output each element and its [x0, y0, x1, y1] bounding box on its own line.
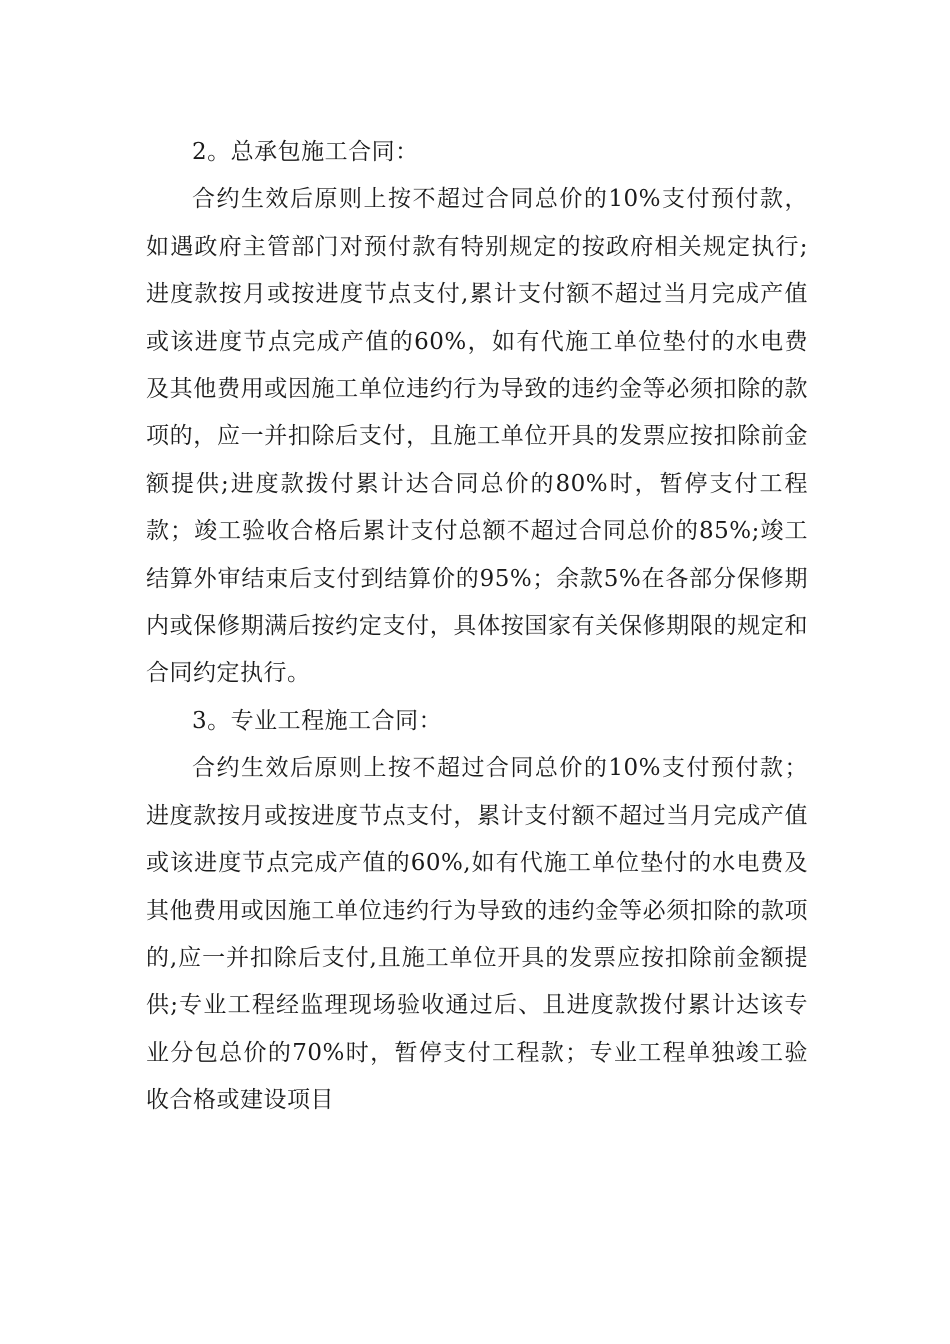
section-paragraph-specialty-contract: 合约生效后原则上按不超过合同总价的10%支付预付款；进度款按月或按进度节点支付，累计支付额不超过当月完成产值或该进度节点完成产值的60%,如有代施工单位垫付的水电费及其他费用或因施工单位违约行为导致的违约金等必须扣除的款项的,应一并扣除后支付,且施工单位开具的发票应按扣除前金额提供;专业工程经监理现场验收通过后、且进度款拨付累计达该专业分包总价的70%时，暂停支付工程款；专业工程单独竣工验收合格或建设项目 — [146, 755, 808, 1114]
section-heading-general-contract: 2。总承包施工合同： — [192, 139, 419, 165]
section-paragraph-general-contract: 合约生效后原则上按不超过合同总价的10%支付预付款，如遇政府主管部门对预付款有特别规定的按政府相关规定执行;进度款按月或按进度节点支付,累计支付额不超过当月完成产值或该进度节点完成产值的60%，如有代施工单位垫付的水电费及其他费用或因施工单位违约行为导致的违约金等必须扣除的款项的，应一并扣除后支付，且施工单位开具的发票应按扣除前金额提供;进度款拨付累计达合同总价的80%时，暂停支付工程款；竣工验收合格后累计支付总额不超过合同总价的85%;竣工结算外审结束后支付到结算价的95%；余款5%在各部分保修期内或保修期满后按约定支付，具体按国家有关保修期限的规定和合同约定执行。 — [146, 186, 808, 687]
document-body — [146, 129, 808, 1125]
section-heading-specialty-contract: 3。专业工程施工合同： — [192, 707, 443, 734]
